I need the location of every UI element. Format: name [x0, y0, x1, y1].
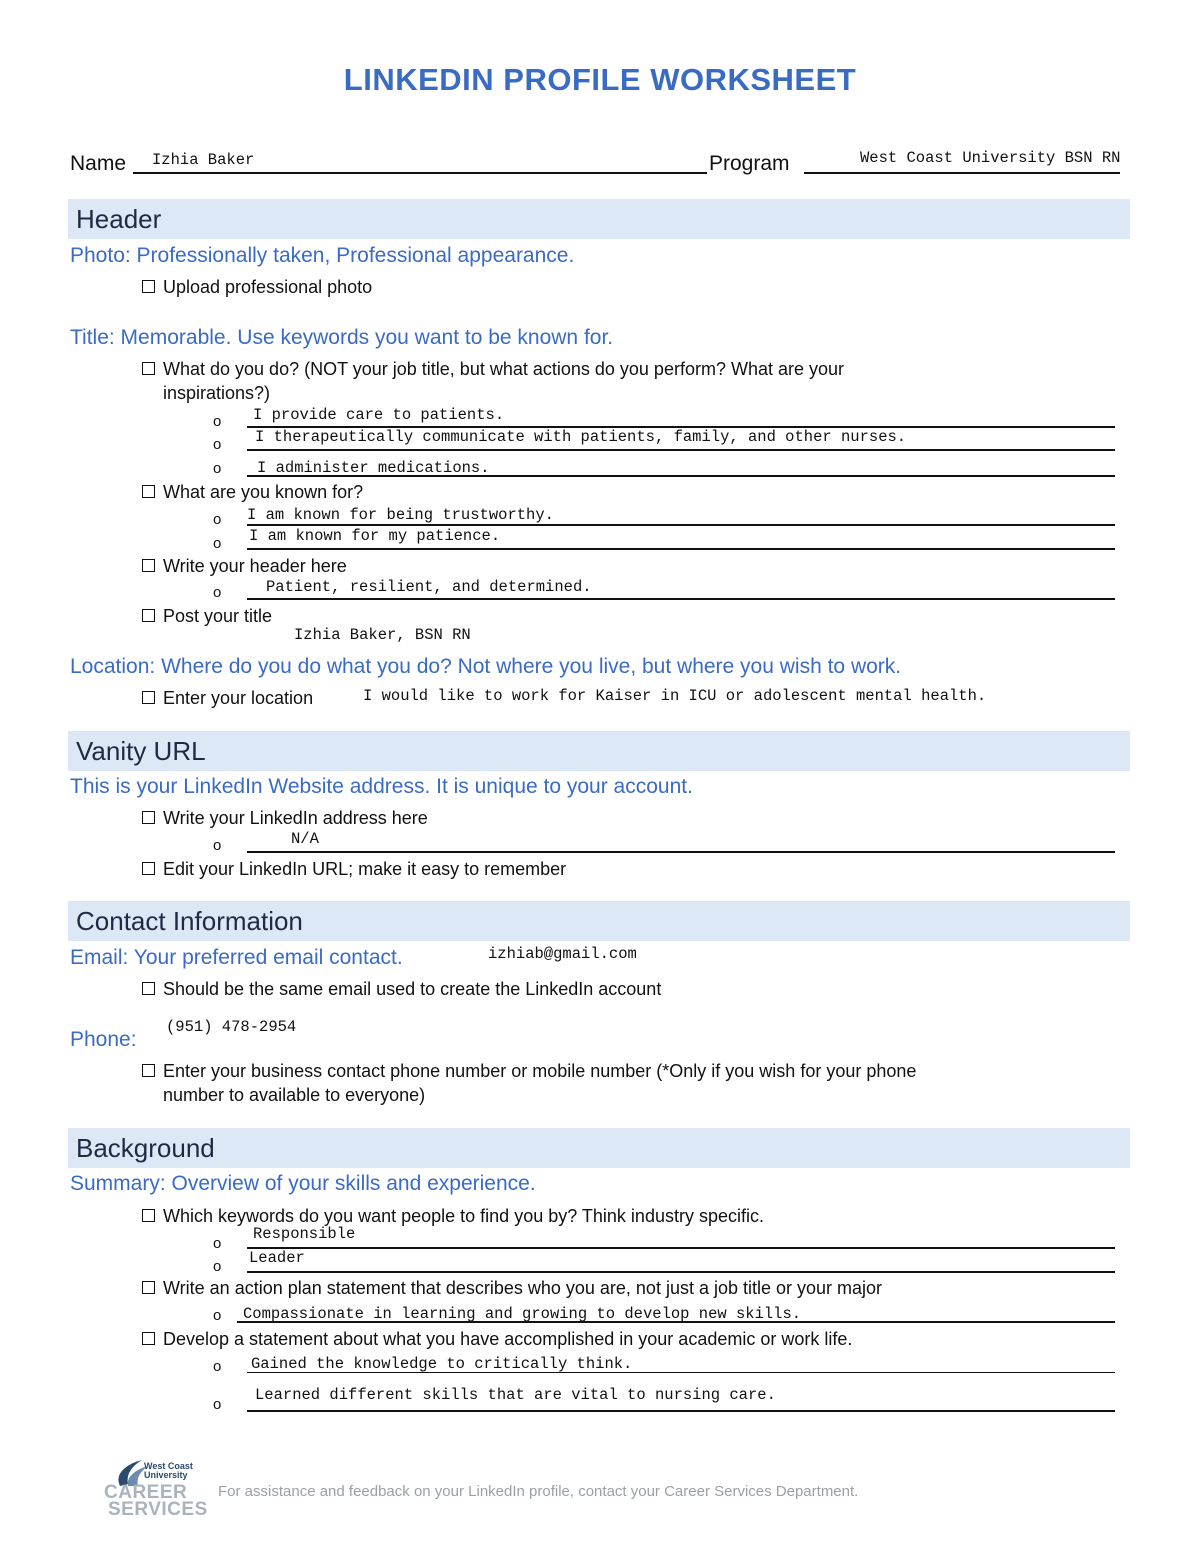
checklist-item: Post your title [142, 606, 272, 627]
answer-underline [247, 449, 1115, 451]
answer-text[interactable]: I provide care to patients. [253, 406, 505, 424]
section-heading: Vanity URL [76, 736, 206, 766]
logo-line1: West Coast [144, 1461, 193, 1471]
title-subtitle: Title: Memorable. Use keywords you want to be known for. [70, 326, 614, 349]
bullet: o [213, 535, 222, 552]
vanity-subtitle: This is your LinkedIn Website address. It is unique to your account. [70, 775, 693, 798]
checkbox-icon[interactable] [142, 1064, 155, 1077]
bullet: o [213, 511, 222, 528]
answer-underline [237, 1321, 1115, 1323]
checklist-item: Develop a statement about what you have accomplished in your academic or work life. [142, 1329, 852, 1350]
bullet: o [213, 1307, 222, 1324]
answer-text[interactable]: Compassionate in learning and growing to develop new skills. [243, 1305, 802, 1323]
career-services-logo [104, 1456, 214, 1522]
section-header-band [68, 199, 1130, 239]
section-vanity-band [68, 731, 1130, 771]
section-contact-band [68, 901, 1130, 941]
checklist-item-continued: number to available to everyone) [163, 1085, 426, 1105]
answer-text[interactable]: Patient, resilient, and determined. [266, 578, 592, 596]
checklist-item: Edit your LinkedIn URL; make it easy to remember [142, 859, 566, 880]
answer-underline [247, 598, 1115, 600]
section-heading: Background [76, 1133, 215, 1163]
name-underline [133, 172, 707, 174]
answer-text[interactable]: I administer medications. [257, 459, 490, 477]
email-label: Email: Your preferred email contact. [70, 946, 403, 969]
answer-underline [247, 548, 1115, 550]
logo-line2: University [144, 1470, 188, 1480]
answer-text[interactable]: N/A [291, 830, 319, 848]
checkbox-icon[interactable] [142, 485, 155, 498]
answer-underline [247, 524, 1115, 526]
checkbox-icon[interactable] [142, 609, 155, 622]
checklist-item: Upload professional photo [142, 277, 372, 298]
answer-text[interactable]: I am known for my patience. [249, 527, 501, 545]
checkbox-icon[interactable] [142, 1209, 155, 1222]
checkbox-icon[interactable] [142, 811, 155, 824]
phone-value[interactable]: (951) 478-2954 [166, 1018, 297, 1036]
photo-subtitle: Photo: Professionally taken, Professional appearance. [70, 244, 575, 267]
program-value[interactable]: West Coast University BSN RN [860, 149, 1121, 167]
checklist-item: Write your header here [142, 556, 347, 577]
name-value[interactable]: Izhia Baker [152, 151, 255, 169]
logo-line4: SERVICES [108, 1499, 208, 1520]
answer-underline [247, 1247, 1115, 1249]
location-subtitle: Location: Where do you do what you do? Not where you live, but where you wish to work. [70, 655, 902, 678]
answer-text[interactable]: Izhia Baker, BSN RN [294, 626, 471, 644]
checklist-item: What do you do? (NOT your job title, but what actions do you perform? What are your [142, 359, 844, 380]
answer-underline [247, 1372, 1115, 1373]
program-label: Program [709, 152, 790, 175]
bullet: o [213, 1358, 222, 1375]
email-value[interactable]: izhiab@gmail.com [488, 945, 637, 963]
summary-subtitle: Summary: Overview of your skills and experience. [70, 1172, 536, 1195]
phone-label: Phone: [70, 1028, 137, 1051]
answer-text[interactable]: I would like to work for Kaiser in ICU or adolescent mental health. [363, 687, 987, 705]
name-label: Name [70, 152, 127, 175]
bullet: o [213, 1235, 222, 1252]
checkbox-icon[interactable] [142, 982, 155, 995]
checklist-item: Should be the same email used to create the LinkedIn account [142, 979, 661, 1000]
answer-underline [247, 1410, 1115, 1412]
answer-text[interactable]: I therapeutically communicate with patients, family, and other nurses. [255, 428, 907, 446]
answer-text[interactable]: Learned different skills that are vital to nursing care. [255, 1386, 776, 1404]
section-background-band [68, 1128, 1130, 1168]
page-title: LINKEDIN PROFILE WORKSHEET [343, 62, 857, 97]
checklist-item: Which keywords do you want people to find you by? Think industry specific. [142, 1206, 764, 1227]
answer-text[interactable]: I am known for being trustworthy. [247, 506, 554, 524]
bullet: o [213, 1396, 222, 1413]
checklist-item: Write your LinkedIn address here [142, 808, 428, 829]
program-underline [804, 172, 1120, 174]
logo-line3: CAREER [104, 1482, 188, 1503]
bullet: o [213, 436, 222, 453]
checkbox-icon[interactable] [142, 691, 155, 704]
checkbox-icon[interactable] [142, 280, 155, 293]
answer-text[interactable]: Gained the knowledge to critically think. [251, 1355, 633, 1373]
checklist-item: Enter your business contact phone number or mobile number (*Only if you wish for your phone [142, 1061, 916, 1082]
section-heading: Contact Information [76, 906, 303, 936]
bullet: o [213, 460, 222, 477]
checkbox-icon[interactable] [142, 862, 155, 875]
checkbox-icon[interactable] [142, 1281, 155, 1294]
checkbox-icon[interactable] [142, 559, 155, 572]
bullet: o [213, 413, 222, 430]
answer-text[interactable]: Leader [249, 1249, 305, 1267]
bullet: o [213, 1258, 222, 1275]
checklist-item: Enter your location [142, 688, 313, 709]
answer-text[interactable]: Responsible [253, 1225, 356, 1243]
checklist-item: Write an action plan statement that describes who you are, not just a job title or your major [142, 1278, 882, 1299]
checkbox-icon[interactable] [142, 1332, 155, 1345]
checkbox-icon[interactable] [142, 362, 155, 375]
answer-underline [247, 475, 1115, 477]
checklist-item: What are you known for? [142, 482, 363, 503]
bullet: o [213, 837, 222, 854]
answer-underline [247, 851, 1115, 853]
section-heading: Header [76, 204, 162, 234]
bullet: o [213, 584, 222, 601]
checklist-item-continued: inspirations?) [163, 383, 271, 403]
footer-text: For assistance and feedback on your LinkedIn profile, contact your Career Services Department. [218, 1483, 859, 1500]
answer-underline [247, 1271, 1115, 1273]
